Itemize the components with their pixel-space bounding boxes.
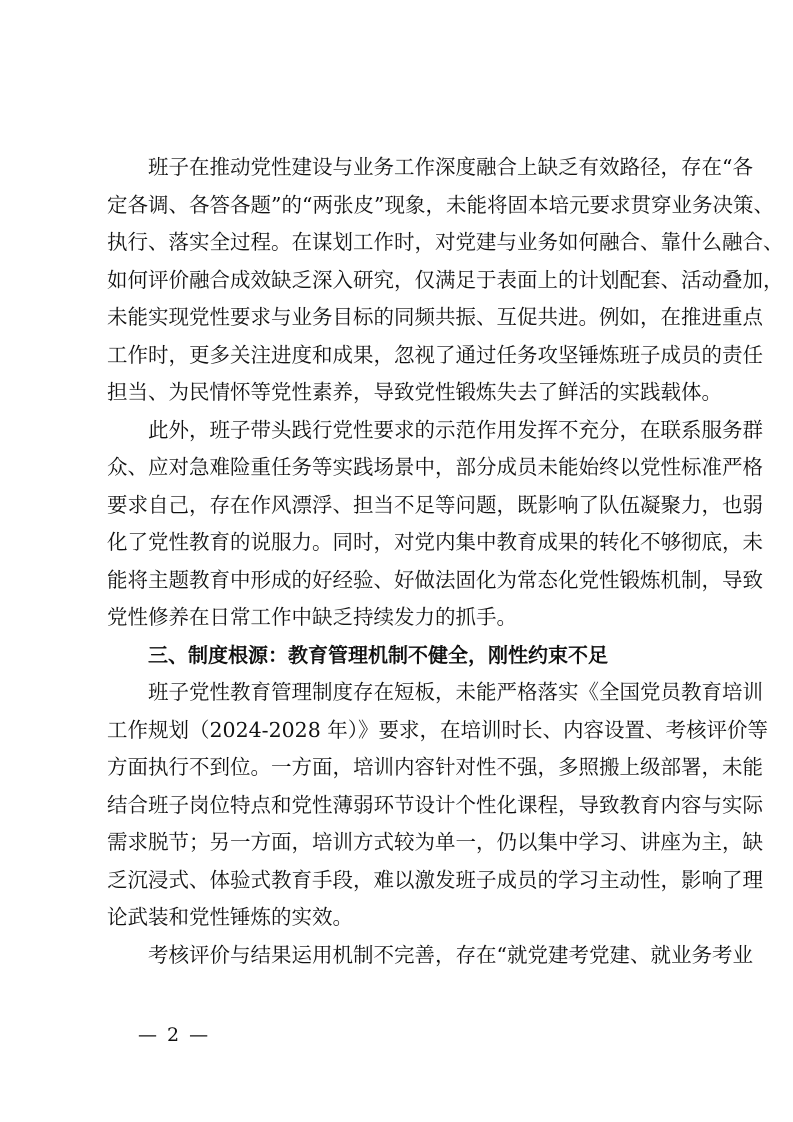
text-line: 定各调、各答各题”的“两张皮”现象，未能将固本培元要求贯穿业务决策、 xyxy=(107,192,774,217)
text-line: 班子党性教育管理制度存在短板，未能严格落实《全国党员教育培训 xyxy=(148,680,763,704)
text-line: 乏沉浸式、体验式教育手段，难以激发班子成员的学习主动性，影响了理 xyxy=(107,867,763,892)
text-line: 方面执行不到位。一方面，培训内容针对性不强，多照搬上级部署，未能 xyxy=(107,755,763,779)
section-heading: 三、制度根源：教育管理机制不健全，刚性约束不足 xyxy=(148,642,608,667)
paragraph xyxy=(107,674,769,937)
text-line: 担当、为民情怀等党性素养，导致党性锻炼失去了鲜活的实践载体。 xyxy=(107,380,722,404)
text-line: 此外，班子带头践行党性要求的示范作用发挥不充分，在联系服务群 xyxy=(148,417,763,442)
paragraph xyxy=(107,412,763,637)
text-line: 未能实现党性要求与业务目标的同频共振、互促共进。例如，在推进重点 xyxy=(107,305,763,329)
text-line: 能将主题教育中形成的好经验、好做法固化为常态化党性锻炼机制，导致 xyxy=(107,567,763,592)
text-line: 众、应对急难险重任务等实践场景中，部分成员未能始终以党性标准严格 xyxy=(107,455,763,479)
text-line: 执行、落实全过程。在谋划工作时，对党建与业务如何融合、靠什么融合、 xyxy=(107,230,784,254)
text-line: 如何评价融合成效缺乏深入研究，仅满足于表面上的计划配套、活动叠加， xyxy=(107,267,784,292)
text-line: 工作时，更多关注进度和成果，忽视了通过任务攻坚锤炼班子成员的责任 xyxy=(107,342,763,367)
text-line: 需求脱节；另一方面，培训方式较为单一，仍以集中学习、讲座为主，缺 xyxy=(107,830,763,854)
document-body xyxy=(107,149,784,974)
text-line: 工作规划（2024-2028 年）》要求，在培训时长、内容设置、考核评价等 xyxy=(107,717,769,742)
text-line: 要求自己，存在作风漂浮、担当不足等问题，既影响了队伍凝聚力，也弱 xyxy=(107,492,763,517)
text-line: 结合班子岗位特点和党性薄弱环节设计个性化课程，导致教育内容与实际 xyxy=(107,792,763,817)
text-line: 论武装和党性锤炼的实效。 xyxy=(107,905,353,929)
paragraph xyxy=(107,149,784,412)
paragraph xyxy=(107,937,753,975)
text-line: 化了党性教育的说服力。同时，对党内集中教育成果的转化不够彻底，未 xyxy=(107,530,763,554)
text-line: 班子在推动党性建设与业务工作深度融合上缺乏有效路径，存在“各 xyxy=(148,155,753,179)
text-line: 党性修养在日常工作中缺乏持续发力的抓手。 xyxy=(107,605,517,629)
text-line: 考核评价与结果运用机制不完善，存在“就党建考党建、就业务考业 xyxy=(148,942,753,967)
page-number: — 2 — xyxy=(138,1024,211,1046)
